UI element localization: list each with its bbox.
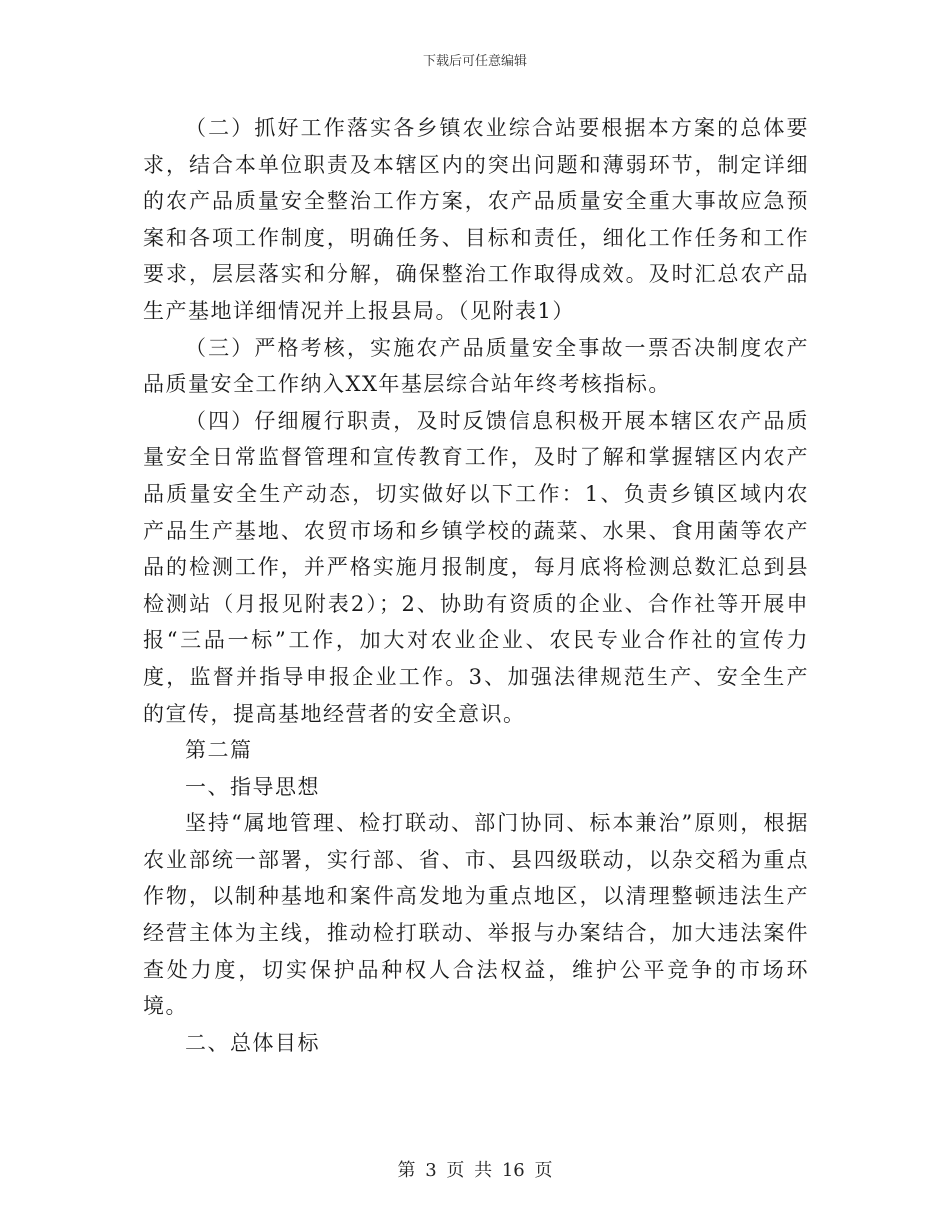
header-note: 下载后可任意编辑 — [422, 54, 527, 69]
section-heading-overall-goal: 二、总体目标 — [185, 1030, 320, 1055]
chapter-heading: 第二篇 — [185, 738, 253, 763]
page-number-footer: 第 3 页 共 16 页 — [397, 1160, 553, 1181]
paragraph-guiding-principle: 坚持“属地管理、检打联动、部门协同、标本兼治”原则，根据农业部统一部署，实行部、省、市、县四级联动，以杂交稻为重点作物，以制种基地和案件高发地为重点地区，以清理整顿违法生产经营主体为主线，推动检打联动、举报与办案结合，加大违法案件查处力度，切实保护品种权人合法权益，维护公平竞争的市场环境。 — [143, 811, 809, 1019]
paragraph-section-2: （二）抓好工作落实各乡镇农业综合站要根据本方案的总体要求，结合本单位职责及本辖区内的突出问题和薄弱环节，制定详细的农产品质量安全整治工作方案，农产品质量安全重大事故应急预案和各项工作制度，明确任务、目标和责任，细化工作任务和工作要求，层层落实和分解，确保整治工作取得成效。及时汇总农产品生产基地详细情况并上报县局。（见附表1） — [143, 116, 809, 323]
paragraph-section-3: （三）严格考核，实施农产品质量安全事故一票否决制度农产品质量安全工作纳入XX年基层综合站年终考核指标。 — [143, 335, 809, 397]
paragraph-section-4: （四）仔细履行职责，及时反馈信息积极开展本辖区农产品质量安全日常监督管理和宣传教育工作，及时了解和掌握辖区内农产品质量安全生产动态，切实做好以下工作：1、负责乡镇区域内农产品生产基地、农贸市场和乡镇学校的蔬菜、水果、食用菌等农产品的检测工作，并严格实施月报制度，每月底将检测总数汇总到县检测站（月报见附表2）；2、协助有资质的企业、合作社等开展申报“三品一标”工作，加大对农业企业、农民专业合作社的宣传力度，监督并指导申报企业工作。3、加强法律规范生产、安全生产的宣传，提高基地经营者的安全意识。 — [143, 408, 809, 726]
document-body — [143, 110, 809, 1061]
section-heading-guiding-principle: 一、指导思想 — [185, 774, 320, 799]
